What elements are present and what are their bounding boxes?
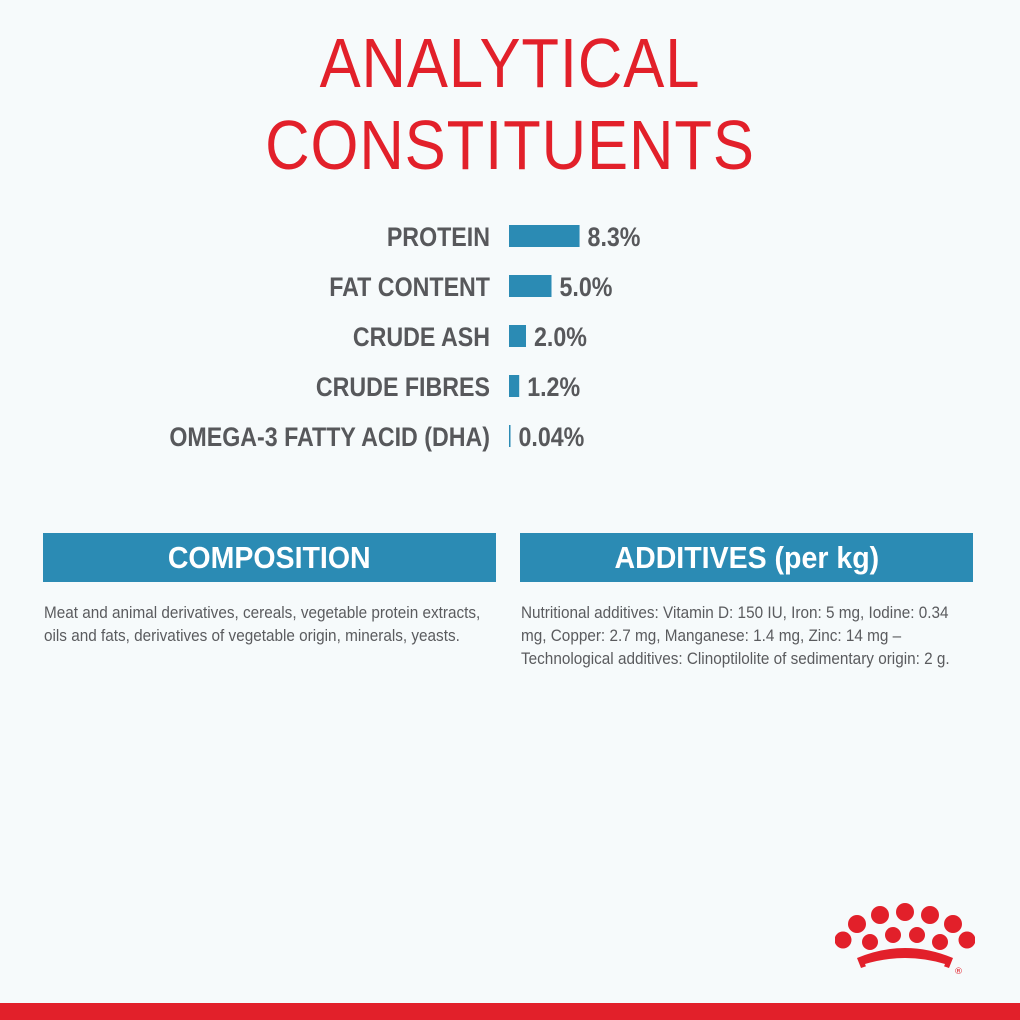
composition-header	[43, 533, 496, 582]
composition-header-label: COMPOSITION	[168, 540, 371, 575]
page-title	[61, 22, 959, 186]
title-line-2: CONSTITUENTS	[265, 106, 755, 184]
value-label: 8.3%	[587, 222, 641, 253]
bar	[509, 275, 552, 297]
category-label: FAT CONTENT	[329, 272, 490, 303]
bar	[509, 375, 519, 397]
composition-text	[44, 601, 494, 647]
composition-text-content: Meat and animal derivatives, cereals, vegetable protein extracts, oils and fats, derivatives of vegetable origin, minerals, yeasts.	[44, 603, 481, 645]
royal-canin-crown-icon	[835, 900, 975, 980]
additives-header	[520, 533, 973, 582]
title-line-1: ANALYTICAL	[319, 24, 701, 102]
value-label: 1.2%	[527, 372, 581, 403]
value-label: 2.0%	[534, 322, 587, 353]
additives-text-content: Nutritional additives: Vitamin D: 150 IU, Iron: 5 mg, Iodine: 0.34 mg, Copper: 2.7 mg, Manganese: 1.4 mg, Zinc: 14 mg – Technological additives: Clinoptilolite of sedimentary origin: 2 g.	[521, 603, 950, 668]
category-label: PROTEIN	[386, 222, 490, 253]
bar	[509, 225, 580, 247]
additives-header-label: ADDITIVES (per kg)	[614, 540, 879, 575]
category-label: OMEGA-3 FATTY ACID (DHA)	[169, 422, 490, 453]
value-label: 0.04%	[518, 422, 585, 453]
additives-text	[521, 601, 971, 670]
footer-accent-bar	[0, 1003, 1020, 1020]
category-label: CRUDE FIBRES	[315, 372, 490, 403]
category-label: CRUDE ASH	[352, 322, 490, 353]
registered-mark: ®	[954, 967, 963, 977]
value-label: 5.0%	[559, 272, 613, 303]
bar	[509, 325, 526, 347]
bar	[509, 425, 511, 447]
analytical-constituents-chart	[0, 205, 1020, 465]
